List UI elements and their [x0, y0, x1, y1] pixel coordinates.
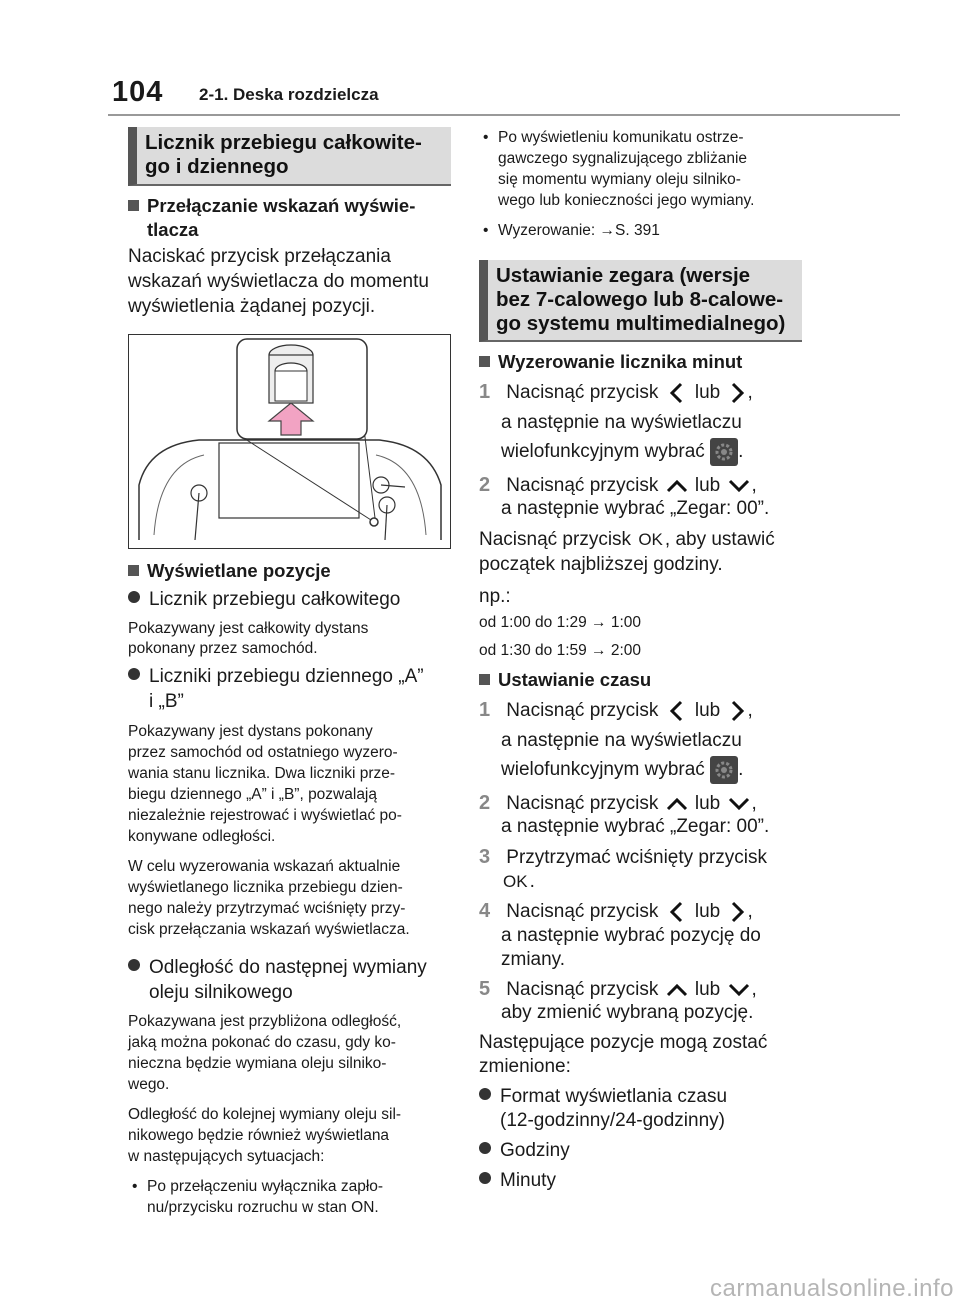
bullet-text: Liczniki przebiegu dziennego „A” [149, 666, 424, 687]
list-item-ignition-1: Po przełączeniu wyłącznika zapło- [147, 1178, 384, 1195]
bullet-text: Odległość do następnej wymiany [149, 957, 427, 978]
section-title-line-2: bez 7-calowego lub 8-calowe- [496, 288, 784, 311]
settings-gear-icon [710, 438, 738, 466]
list-item-ignition-2: nu/przycisku rozruchu w stan ON. [147, 1199, 379, 1216]
round-bullet-icon [479, 1172, 491, 1184]
list-item-reset-link[interactable]: Wyzerowanie: →S. 391 [498, 222, 660, 239]
example-2: od 1:30 do 1:59 → 2:00 [479, 642, 642, 659]
time-step-1-line-3 [501, 756, 743, 784]
comma-text: , [751, 793, 757, 814]
subheading-minute-reset [479, 351, 742, 373]
list-item-warning-1: Po wyświetleniu komunikatu ostrze- [498, 129, 744, 146]
bullet-trip-meters [128, 665, 424, 690]
period-text: . [529, 871, 535, 892]
step-number: 5 [479, 978, 491, 1000]
settings-gear-icon [710, 756, 738, 784]
lub-text: lub [694, 793, 721, 814]
desc-oil2-3: w następujących sytuacjach: [128, 1148, 325, 1165]
round-bullet-icon [128, 591, 140, 603]
lub-text: lub [694, 382, 721, 403]
time-step-5-line-2: aby zmienić wybraną pozycję. [501, 1002, 754, 1023]
chevron-down-icon [726, 476, 752, 496]
paragraph-switching-1: Naciskać przycisk przełączania [128, 246, 391, 267]
step-text: Nacisnąć przycisk [506, 475, 659, 496]
time-step-2-line-2: a następnie wybrać „Zegar: 00”. [501, 816, 770, 837]
list-dot: • [132, 1178, 138, 1195]
desc-oil-3: nieczna będzie wymiana oleju silniko- [128, 1055, 387, 1072]
header-divider [108, 114, 900, 116]
desc-reset-2: wyświetlanego licznika przebiegu dzien- [128, 879, 403, 896]
section-title-clock [479, 260, 802, 342]
chevron-up-icon [664, 980, 690, 1000]
time-step-1-line-2: a następnie na wyświetlaczu [501, 730, 742, 751]
step-text: Nacisnąć przycisk [506, 382, 659, 403]
section-title-line-1: Ustawianie zegara (wersje [496, 264, 751, 287]
lub-text: lub [694, 700, 721, 721]
bullet-text: Licznik przebiegu całkowitego [149, 589, 401, 610]
step-2-line-2: a następnie wybrać „Zegar: 00”. [501, 498, 770, 519]
desc-oil-4: wego. [128, 1076, 170, 1093]
desc-trip-2: przez samochód od ostatniego wyzero- [128, 744, 398, 761]
ok-button-glyph: OK [638, 530, 663, 549]
comma-text: , [751, 475, 757, 496]
bullet-trip-meters-cont: i „B” [149, 691, 184, 712]
period-text: . [738, 759, 744, 781]
chevron-left-icon [664, 381, 690, 405]
square-bullet-icon [479, 356, 490, 367]
lub-text: lub [694, 979, 721, 1000]
chevron-up-icon [664, 476, 690, 496]
subheading-text: Ustawianie czasu [498, 669, 652, 690]
desc-oil-1: Pokazywana jest przybliżona odległość, [128, 1013, 402, 1030]
step-1-line-1 [479, 380, 753, 406]
chevron-right-icon [726, 900, 748, 924]
paragraph-switching-3: wyświetlenia żądanej pozycji. [128, 296, 376, 317]
bullet-hours [479, 1139, 570, 1164]
step-number: 1 [479, 699, 491, 721]
paragraph-text: , aby ustawić [664, 529, 775, 550]
step-number: 1 [479, 381, 491, 403]
section-title-line-3: go systemu multimedialnego) [496, 312, 786, 335]
bullet-oil-change-cont: oleju silnikowego [149, 982, 293, 1003]
desc-reset-3: nego należy przytrzymać wciśnięty przy- [128, 900, 406, 917]
lub-text: lub [694, 901, 721, 922]
time-step-5-line-1 [479, 977, 757, 1003]
list-item-warning-4: wego lub konieczności jego wymiany. [498, 192, 755, 209]
step-number: 2 [479, 474, 491, 496]
changeable-intro-2: zmienione: [479, 1056, 571, 1077]
chevron-down-icon [726, 794, 752, 814]
step-number: 2 [479, 792, 491, 814]
step-text: Nacisnąć przycisk [506, 700, 659, 721]
desc-reset-1: W celu wyzerowania wskazań aktualnie [128, 858, 401, 875]
desc-trip-6: konywane odległości. [128, 828, 276, 845]
step-text: wielofunkcyjnym wybrać [501, 759, 705, 781]
comma-text: , [747, 382, 753, 403]
instrument-cluster-illustration [128, 334, 451, 549]
subheading-text: Wyzerowanie licznika minut [498, 351, 743, 372]
time-step-3-line-2 [501, 870, 535, 895]
desc-oil2-1: Odległość do kolejnej wymiany oleju sil- [128, 1106, 402, 1123]
step-text: Przytrzymać wciśnięty przycisk [506, 847, 768, 868]
step-2-line-1 [479, 473, 757, 499]
comma-text: , [747, 901, 753, 922]
square-bullet-icon [128, 200, 139, 211]
desc-oil-2: jaką można pokonać do czasu, gdy ko- [128, 1034, 396, 1051]
step-text: Nacisnąć przycisk [506, 979, 659, 1000]
list-item-warning-2: gawczego sygnalizującego zbliżanie [498, 150, 748, 167]
step-number: 4 [479, 900, 491, 922]
desc-trip-4: biegu dziennego „A” i „B”, pozwalają [128, 786, 377, 803]
subheading-switching [128, 195, 415, 217]
example-1: od 1:00 do 1:29 → 1:00 [479, 614, 642, 631]
subheading-displayed-items [128, 560, 331, 582]
chevron-up-icon [664, 794, 690, 814]
subheading-switching-cont: tlacza [147, 219, 199, 240]
step-text: wielofunkcyjnym wybrać [501, 441, 705, 463]
chevron-left-icon [664, 900, 690, 924]
bullet-time-format [479, 1085, 727, 1110]
chevron-right-icon [726, 381, 748, 405]
period-text: . [738, 441, 744, 463]
watermark: carmanualsonline.info [710, 1275, 954, 1302]
bullet-text: Format wyświetlania czasu [500, 1086, 728, 1107]
changeable-intro-1: Następujące pozycje mogą zostać [479, 1032, 768, 1053]
comma-text: , [747, 700, 753, 721]
section-title-line-2: go i dziennego [145, 155, 289, 178]
cluster-drawing [129, 335, 449, 547]
comma-text: , [751, 979, 757, 1000]
desc-trip-1: Pokazywany jest dystans pokonany [128, 723, 373, 740]
desc-trip-5: niezależnie rejestrować i wyświetlać po- [128, 807, 402, 824]
time-step-1-line-1 [479, 698, 753, 724]
time-step-2-line-1 [479, 791, 757, 817]
time-step-4-line-1 [479, 899, 753, 925]
paragraph-switching-2: wskazań wyświetlacza do momentu [128, 271, 429, 292]
bullet-oil-change [128, 956, 427, 981]
square-bullet-icon [479, 674, 490, 685]
desc-oil2-2: nikowego będzie również wyświetlana [128, 1127, 390, 1144]
step-1-line-2: a następnie na wyświetlaczu [501, 412, 742, 433]
chevron-left-icon [664, 699, 690, 723]
square-bullet-icon [128, 565, 139, 576]
chevron-right-icon [726, 699, 748, 723]
ok-paragraph-2: początek najbliższej godziny. [479, 554, 723, 575]
bullet-total-odometer [128, 588, 400, 613]
list-item-warning-3: się momentu wymiany oleju silniko- [498, 171, 741, 188]
step-text: Nacisnąć przycisk [506, 793, 659, 814]
time-step-4-line-3: zmiany. [501, 949, 566, 970]
desc-total-2: pokonany przez samochód. [128, 640, 318, 657]
desc-total-1: Pokazywany jest całkowity dystans [128, 620, 369, 637]
round-bullet-icon [128, 668, 140, 680]
lub-text: lub [694, 475, 721, 496]
chevron-down-icon [726, 980, 752, 1000]
chapter-title: 2-1. Deska rozdzielcza [199, 85, 379, 104]
round-bullet-icon [479, 1142, 491, 1154]
example-label: np.: [479, 586, 511, 607]
ok-button-glyph: OK [503, 872, 528, 891]
step-number: 3 [479, 846, 491, 868]
list-dot: • [483, 222, 489, 239]
bullet-time-format-cont: (12-godzinny/24-godzinny) [500, 1110, 725, 1131]
step-text: Nacisnąć przycisk [506, 901, 659, 922]
bullet-minutes [479, 1169, 556, 1194]
section-title-odometer [128, 127, 451, 186]
subheading-text: Przełączanie wskazań wyświe- [147, 195, 416, 216]
desc-trip-3: wania stanu licznika. Dwa liczniki prze- [128, 765, 396, 782]
bullet-text: Minuty [500, 1170, 556, 1191]
subheading-text: Wyświetlane pozycje [147, 560, 331, 581]
round-bullet-icon [128, 959, 140, 971]
round-bullet-icon [479, 1088, 491, 1100]
step-1-line-3 [501, 438, 743, 466]
list-dot: • [483, 129, 489, 146]
subheading-time-setting [479, 669, 651, 691]
time-step-4-line-2: a następnie wybrać pozycję do [501, 925, 761, 946]
paragraph-text: Nacisnąć przycisk [479, 529, 632, 550]
desc-reset-4: cisk przełączania wskazań wyświetlacza. [128, 921, 410, 938]
ok-paragraph-1 [479, 528, 775, 553]
section-title-line-1: Licznik przebiegu całkowite- [145, 131, 422, 154]
bullet-text: Godziny [500, 1140, 570, 1161]
time-step-3-line-1 [479, 845, 767, 871]
page-number: 104 [112, 76, 164, 108]
